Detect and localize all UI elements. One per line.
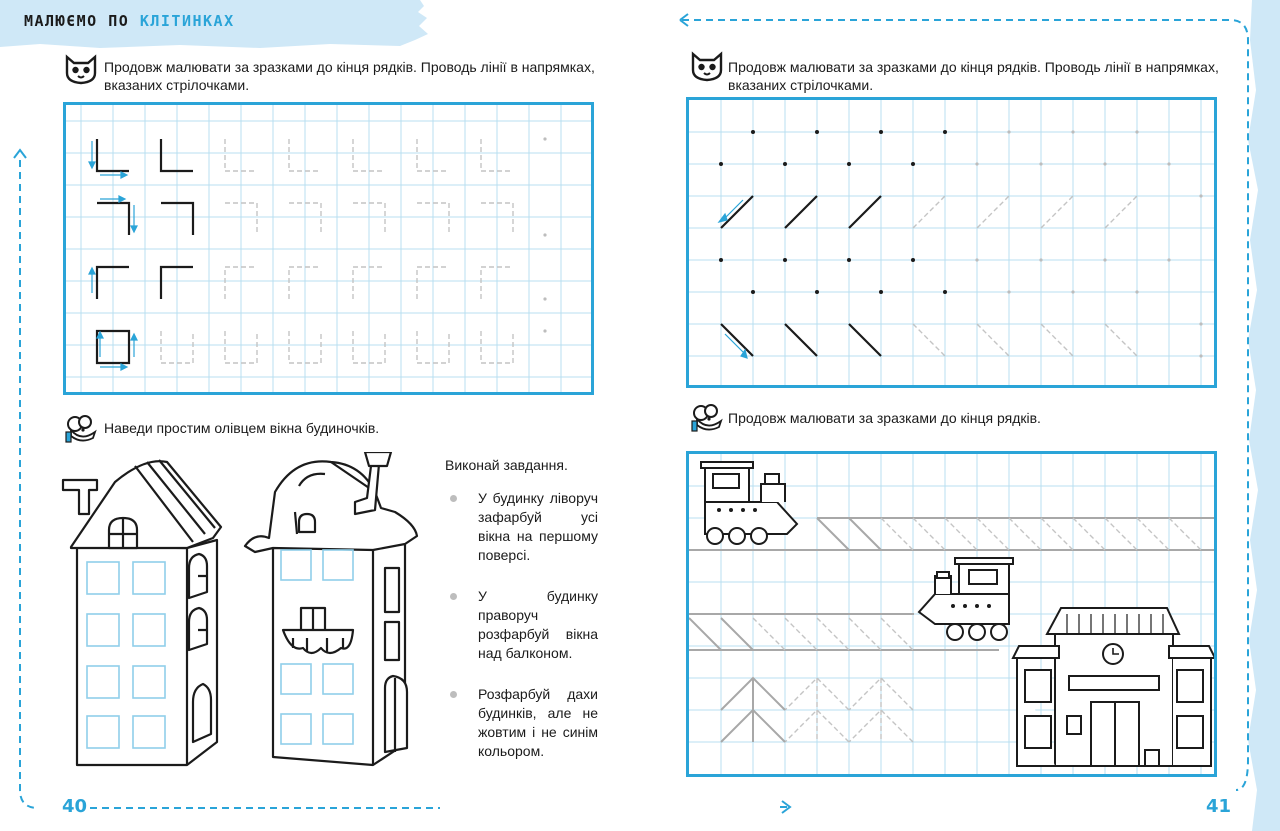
- page-number-right: 41: [1206, 796, 1232, 817]
- pattern-grid-2: [686, 97, 1217, 388]
- pattern-grid-3: [686, 451, 1217, 777]
- task2-instruction: Наведи простим олівцем вікна будиночків.: [104, 420, 380, 436]
- task1-instruction: Продовж малювати за зразками до кінця рядків. Проводь лінії в напрямках, вказаних стрілочками.: [728, 59, 1219, 93]
- pencil-mouse-icon: [689, 403, 727, 433]
- right-page: [640, 0, 1280, 831]
- task1-instruction: Продовж малювати за зразками до кінця рядків. Проводь лінії в напрямках, вказаних стрілочками.: [104, 59, 595, 93]
- tasks-heading: Виконай завдання.: [445, 457, 568, 473]
- book-title: МАЛЮЄМО ПО КЛІТИНКАХ: [24, 12, 235, 30]
- task2-instruction: Продовж малювати за зразками до кінця рядків.: [728, 410, 1041, 426]
- page-number-left: 40: [62, 796, 88, 817]
- left-page: МАЛЮЄМО ПО КЛІТИНКАХ Продовж малювати за зразками до кінця рядків. Проводь лінії в напрямках, вказаних стрілочками. Наведи простим олівцем вікна будиночків. Виконай завдання. У будинку ліворуч зафарбуй усі вікна на першому поверсі. У будинку праворуч розфарбуй вікна над балконом. Розфарбуй дахи будинків, але не жовтим і не синім кольором. 40: [0, 0, 640, 831]
- cat-face-icon: [689, 48, 725, 82]
